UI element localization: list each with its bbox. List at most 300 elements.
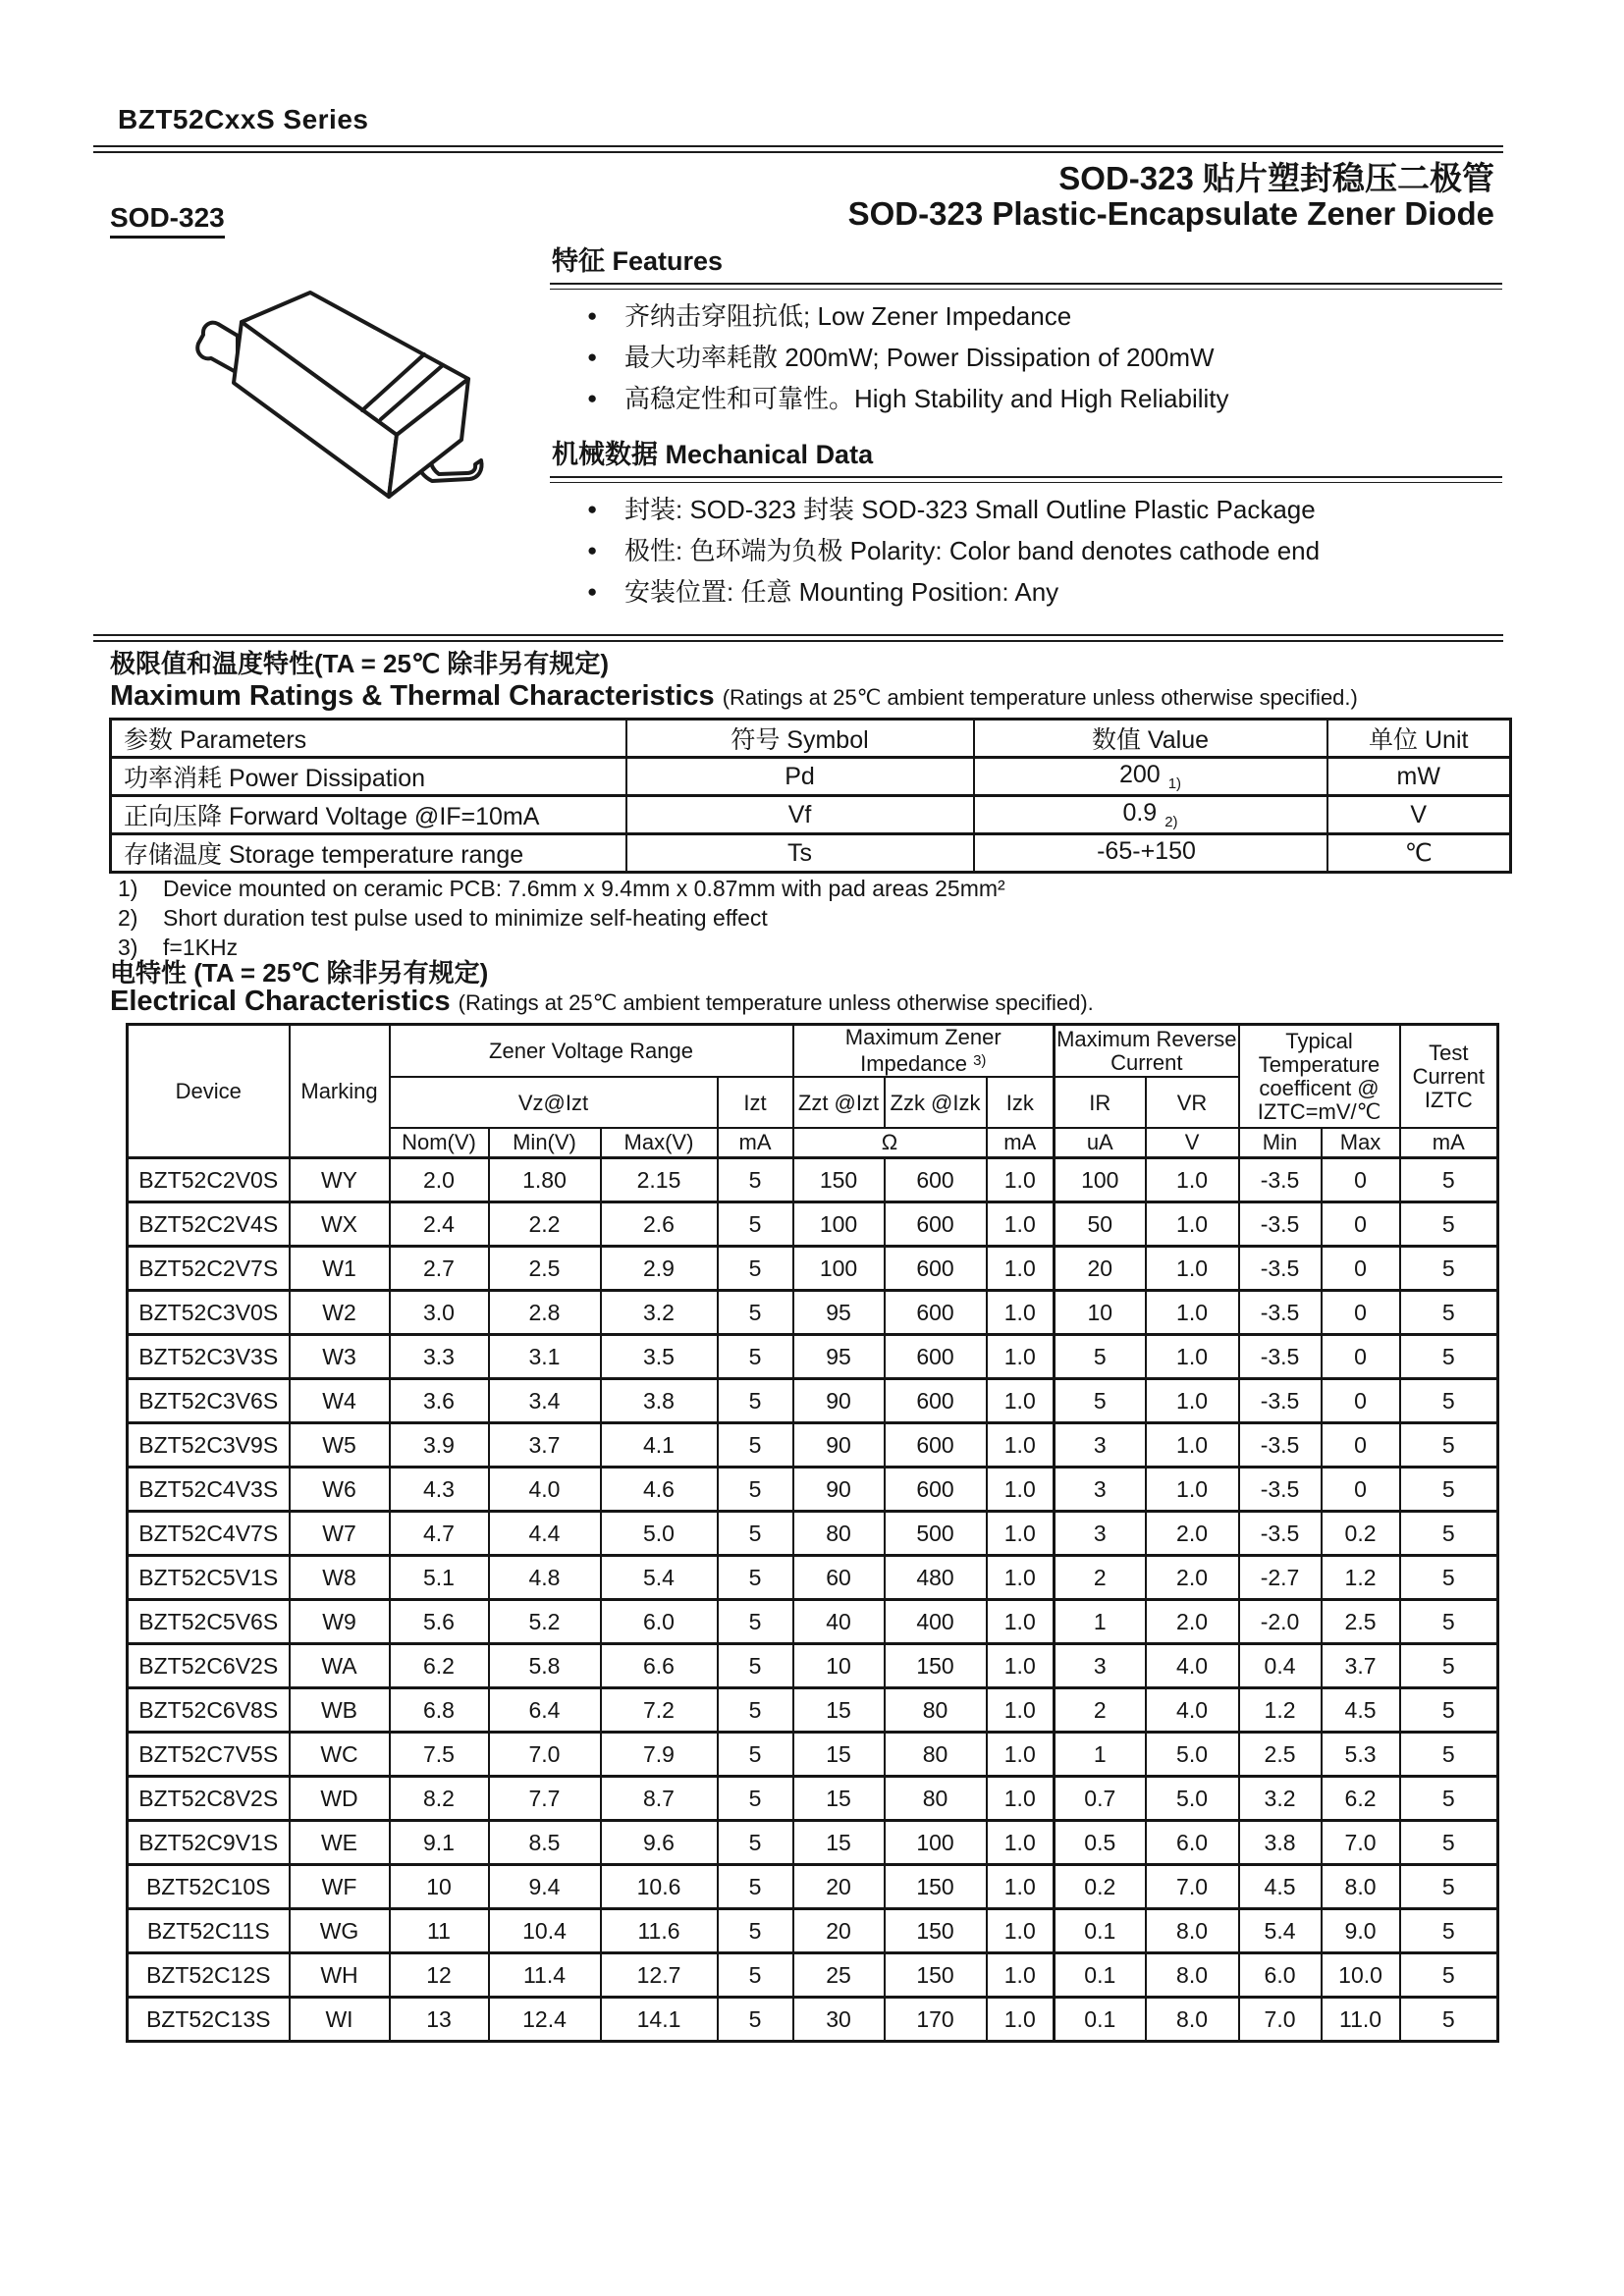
- table-row: [128, 1688, 1498, 1733]
- bullet-icon: ●: [587, 347, 598, 366]
- cell: 5: [718, 1998, 793, 2042]
- electrical-title-note: (Ratings at 25℃ ambient temperature unless otherwise specified).: [458, 990, 1094, 1015]
- cell: 3: [1055, 1468, 1146, 1512]
- cell: 5: [718, 1202, 793, 1247]
- cell: WG: [290, 1909, 390, 1953]
- cell: 11: [390, 1909, 489, 1953]
- device-cell: BZT52C11S: [128, 1909, 290, 1953]
- cell: 60: [793, 1556, 885, 1600]
- device-cell: BZT52C2V0S: [128, 1158, 290, 1202]
- cell: 4.0: [1146, 1688, 1239, 1733]
- table-row: [128, 1909, 1498, 1953]
- cell: 8.0: [1146, 1998, 1239, 2042]
- col-header-marking: Marking: [290, 1025, 390, 1158]
- cell: 5.0: [1146, 1777, 1239, 1821]
- mechanical-item: [587, 489, 1502, 530]
- symbol-cell: Pd: [626, 758, 974, 796]
- cell: 5.0: [601, 1512, 718, 1556]
- unit-cell: mW: [1327, 758, 1511, 796]
- col-header-zener-voltage-range: Zener Voltage Range: [390, 1025, 793, 1078]
- cell: 1.0: [987, 1600, 1055, 1644]
- cell: 2.0: [1146, 1600, 1239, 1644]
- cell: 13: [390, 1998, 489, 2042]
- cell: 12.7: [601, 1953, 718, 1998]
- footnote-text: Short duration test pulse used to minimize self-heating effect: [163, 905, 768, 931]
- cell: 90: [793, 1379, 885, 1423]
- cell: 12.4: [489, 1998, 601, 2042]
- cell: 11.4: [489, 1953, 601, 1998]
- cell: 2.5: [489, 1247, 601, 1291]
- bullet-icon: ●: [587, 306, 598, 325]
- product-title-en: SOD-323 Plastic-Encapsulate Zener Diode: [847, 195, 1494, 232]
- cell: 5: [718, 1158, 793, 1202]
- cell: 0: [1322, 1335, 1400, 1379]
- cell: 1.0: [987, 1998, 1055, 2042]
- cell: 7.9: [601, 1733, 718, 1777]
- cell: 5.6: [390, 1600, 489, 1644]
- cell: 11.0: [1322, 1998, 1400, 2042]
- cell: 0: [1322, 1379, 1400, 1423]
- table-row: [128, 1379, 1498, 1423]
- cell: 8.5: [489, 1821, 601, 1865]
- table-header-row: [128, 1025, 1498, 1078]
- cell: 5: [718, 1379, 793, 1423]
- cell: WD: [290, 1777, 390, 1821]
- unit-izt-ma: mA: [718, 1128, 793, 1158]
- cell: 4.8: [489, 1556, 601, 1600]
- value-cell: [974, 796, 1327, 834]
- table-row: [128, 1468, 1498, 1512]
- mechanical-item: [587, 571, 1502, 613]
- cell: 1.2: [1239, 1688, 1322, 1733]
- cell: 6.0: [601, 1600, 718, 1644]
- unit-cell: ℃: [1327, 834, 1511, 873]
- electrical-title-cn: 电特性 (TA = 25℃ 除非另有规定): [110, 958, 489, 988]
- cell: 1.0: [987, 1512, 1055, 1556]
- mechanical-heading: 机械数据 Mechanical Data: [552, 440, 874, 469]
- cell: 1.0: [987, 1158, 1055, 1202]
- cell: 600: [885, 1335, 987, 1379]
- cell: 3: [1055, 1512, 1146, 1556]
- cell: 5: [1400, 1998, 1498, 2042]
- cell: 1.0: [987, 1556, 1055, 1600]
- cell: W4: [290, 1379, 390, 1423]
- cell: 5: [1400, 1688, 1498, 1733]
- mechanical-text: 极性: 色环端为负极 Polarity: Color band denotes cathode end: [624, 536, 1321, 565]
- value-text: 200: [1118, 761, 1161, 788]
- cell: 5: [718, 1644, 793, 1688]
- table-row: [128, 1158, 1498, 1202]
- cell: 5: [1400, 1909, 1498, 1953]
- cell: 5: [1400, 1644, 1498, 1688]
- cell: 7.5: [390, 1733, 489, 1777]
- cell: -3.5: [1239, 1158, 1322, 1202]
- cell: 100: [885, 1821, 987, 1865]
- table-row: [128, 1998, 1498, 2042]
- unit-iztc-ma: mA: [1400, 1128, 1498, 1158]
- cell: 1.0: [987, 1335, 1055, 1379]
- parameter-cell: 存储温度 Storage temperature range: [111, 834, 626, 873]
- cell: 6.6: [601, 1644, 718, 1688]
- cell: 480: [885, 1556, 987, 1600]
- cell: 2.5: [1322, 1600, 1400, 1644]
- cell: 20: [793, 1865, 885, 1909]
- max-ratings-table: [109, 718, 1512, 874]
- cell: 100: [793, 1247, 885, 1291]
- cell: 50: [1055, 1202, 1146, 1247]
- cell: 150: [885, 1865, 987, 1909]
- cell: 2.7: [390, 1247, 489, 1291]
- cell: 0.1: [1055, 1953, 1146, 1998]
- cell: 9.4: [489, 1865, 601, 1909]
- cell: 2.9: [601, 1247, 718, 1291]
- cell: 5: [1400, 1821, 1498, 1865]
- device-cell: BZT52C3V0S: [128, 1291, 290, 1335]
- cell: 5: [1400, 1556, 1498, 1600]
- feature-item: [587, 378, 1502, 419]
- lead-left: [197, 323, 238, 373]
- cell: 8.7: [601, 1777, 718, 1821]
- device-cell: BZT52C2V4S: [128, 1202, 290, 1247]
- footnote-text: Device mounted on ceramic PCB: 7.6mm x 9.4mm x 0.87mm with pad areas 25mm²: [163, 876, 1005, 901]
- device-cell: BZT52C7V5S: [128, 1733, 290, 1777]
- cell: WH: [290, 1953, 390, 1998]
- cell: 3.2: [1239, 1777, 1322, 1821]
- cell: 4.0: [1146, 1644, 1239, 1688]
- cell: 80: [885, 1688, 987, 1733]
- cell: 5: [1400, 1379, 1498, 1423]
- footnote-label: 3): [118, 934, 138, 960]
- table-row: [128, 1821, 1498, 1865]
- value-footnote: 2): [1164, 814, 1178, 830]
- cell: 5.3: [1322, 1733, 1400, 1777]
- cell: 7.0: [1322, 1821, 1400, 1865]
- unit-tc-min: Min: [1239, 1128, 1322, 1158]
- cell: 5: [718, 1512, 793, 1556]
- unit-max: Max(V): [601, 1128, 718, 1158]
- cell: 5.0: [1146, 1733, 1239, 1777]
- cell: 5: [1055, 1379, 1146, 1423]
- cell: 2.5: [1239, 1733, 1322, 1777]
- cell: 1.0: [987, 1865, 1055, 1909]
- col-header-izk: Izk: [987, 1077, 1055, 1128]
- cell: 0.1: [1055, 1998, 1146, 2042]
- cell: W5: [290, 1423, 390, 1468]
- cell: 5: [1400, 1423, 1498, 1468]
- table-row: [128, 1777, 1498, 1821]
- cell: 6.2: [390, 1644, 489, 1688]
- cell: 4.0: [489, 1468, 601, 1512]
- cell: 5: [718, 1865, 793, 1909]
- cell: 1.0: [987, 1953, 1055, 1998]
- col-header-device: Device: [128, 1025, 290, 1158]
- cell: 2.0: [1146, 1512, 1239, 1556]
- device-cell: BZT52C6V2S: [128, 1644, 290, 1688]
- cell: 2.6: [601, 1202, 718, 1247]
- cell: W2: [290, 1291, 390, 1335]
- device-cell: BZT52C5V1S: [128, 1556, 290, 1600]
- device-cell: BZT52C2V7S: [128, 1247, 290, 1291]
- cell: 5: [718, 1423, 793, 1468]
- cell: 600: [885, 1468, 987, 1512]
- cell: 150: [793, 1158, 885, 1202]
- device-cell: BZT52C4V7S: [128, 1512, 290, 1556]
- bullet-icon: ●: [587, 541, 598, 560]
- device-cell: BZT52C5V6S: [128, 1600, 290, 1644]
- cell: 0: [1322, 1158, 1400, 1202]
- col-header-test-current: Test Current IZTC: [1400, 1025, 1498, 1129]
- cell: 6.0: [1239, 1953, 1322, 1998]
- mechanical-item: [587, 530, 1502, 571]
- value-footnote: 1): [1167, 775, 1182, 792]
- cell: 4.5: [1322, 1688, 1400, 1733]
- cell: 3.0: [390, 1291, 489, 1335]
- cell: 4.1: [601, 1423, 718, 1468]
- cell: 1.0: [1146, 1335, 1239, 1379]
- cell: -3.5: [1239, 1247, 1322, 1291]
- cell: 600: [885, 1202, 987, 1247]
- cell: 4.3: [390, 1468, 489, 1512]
- cell: 1.0: [1146, 1202, 1239, 1247]
- cell: 170: [885, 1998, 987, 2042]
- cell: 600: [885, 1247, 987, 1291]
- unit-ua: uA: [1055, 1128, 1146, 1158]
- cell: WI: [290, 1998, 390, 2042]
- cell: -2.7: [1239, 1556, 1322, 1600]
- cell: 10.4: [489, 1909, 601, 1953]
- cell: 1.2: [1322, 1556, 1400, 1600]
- device-cell: BZT52C3V3S: [128, 1335, 290, 1379]
- cell: -3.5: [1239, 1423, 1322, 1468]
- cell: 2.0: [390, 1158, 489, 1202]
- cell: 0.7: [1055, 1777, 1146, 1821]
- table-row: [128, 1556, 1498, 1600]
- electrical-table-body: [128, 1158, 1498, 2042]
- cell: 7.0: [489, 1733, 601, 1777]
- table-row: [128, 1335, 1498, 1379]
- cell: 0: [1322, 1423, 1400, 1468]
- unit-nom: Nom(V): [390, 1128, 489, 1158]
- cell: 400: [885, 1600, 987, 1644]
- footnote-line: [118, 874, 1394, 903]
- cell: 4.6: [601, 1468, 718, 1512]
- mechanical-text: 封装: SOD-323 封装 SOD-323 Small Outline Plastic Package: [624, 495, 1316, 524]
- unit-v: V: [1146, 1128, 1239, 1158]
- device-cell: BZT52C8V2S: [128, 1777, 290, 1821]
- cell: 6.2: [1322, 1777, 1400, 1821]
- cell: 5: [1400, 1953, 1498, 1998]
- cell: 5: [1400, 1247, 1498, 1291]
- cell: 600: [885, 1291, 987, 1335]
- cell: 2.15: [601, 1158, 718, 1202]
- package-drawing-sod323: [135, 263, 528, 567]
- table-row: [128, 1733, 1498, 1777]
- value-text: -65-+150: [1097, 837, 1196, 865]
- cell: W8: [290, 1556, 390, 1600]
- symbol-cell: Ts: [626, 834, 974, 873]
- cell: WX: [290, 1202, 390, 1247]
- feature-item: [587, 295, 1502, 337]
- cell: 1.0: [987, 1733, 1055, 1777]
- cell: 3.3: [390, 1335, 489, 1379]
- cell: WE: [290, 1821, 390, 1865]
- cell: 3.6: [390, 1379, 489, 1423]
- cell: 500: [885, 1512, 987, 1556]
- cell: 1.0: [1146, 1423, 1239, 1468]
- cell: W9: [290, 1600, 390, 1644]
- cell: 5.8: [489, 1644, 601, 1688]
- col-header-izt: Izt: [718, 1077, 793, 1128]
- cell: 2.0: [1146, 1556, 1239, 1600]
- col-header-zzt: Zzt @Izt: [793, 1077, 885, 1128]
- value-cell: [974, 834, 1327, 873]
- cell: -3.5: [1239, 1512, 1322, 1556]
- cell: 1.0: [1146, 1291, 1239, 1335]
- electrical-title-en: [110, 986, 1094, 1018]
- cell: 3.8: [1239, 1821, 1322, 1865]
- unit-cell: V: [1327, 796, 1511, 834]
- features-heading: 特征 Features: [552, 246, 724, 276]
- cell: 0.4: [1239, 1644, 1322, 1688]
- max-impedance-text: Maximum Zener Impedance: [844, 1025, 1001, 1076]
- cell: 1: [1055, 1600, 1146, 1644]
- max-ratings-title-text: Maximum Ratings & Thermal Characteristics: [110, 680, 715, 712]
- cell: 100: [793, 1202, 885, 1247]
- cell: 80: [885, 1777, 987, 1821]
- cell: 4.4: [489, 1512, 601, 1556]
- cell: 15: [793, 1688, 885, 1733]
- cell: 5: [1400, 1512, 1498, 1556]
- cell: 5: [718, 1688, 793, 1733]
- unit-izk-ma: mA: [987, 1128, 1055, 1158]
- table-header-row: [111, 720, 1511, 758]
- section-divider: [93, 634, 1503, 642]
- package-label: SOD-323: [110, 202, 225, 239]
- table-row: [128, 1202, 1498, 1247]
- col-header-parameters: 参数 Parameters: [111, 720, 626, 758]
- cell: -3.5: [1239, 1202, 1322, 1247]
- device-cell: BZT52C13S: [128, 1998, 290, 2042]
- cell: -2.0: [1239, 1600, 1322, 1644]
- table-row: [128, 1512, 1498, 1556]
- page-title: BZT52CxxS Series: [118, 104, 369, 134]
- cell: 5: [1400, 1202, 1498, 1247]
- col-header-vz: Vz@Izt: [390, 1077, 718, 1128]
- table-row: [128, 1644, 1498, 1688]
- cell: 5: [718, 1600, 793, 1644]
- cell: 5: [1055, 1335, 1146, 1379]
- cell: 7.7: [489, 1777, 601, 1821]
- cell: 5: [718, 1953, 793, 1998]
- max-ratings-title-cn: 极限值和温度特性(TA = 25℃ 除非另有规定): [110, 649, 610, 678]
- cell: 600: [885, 1379, 987, 1423]
- cell: 1.0: [1146, 1247, 1239, 1291]
- cell: 1: [1055, 1733, 1146, 1777]
- feature-text: 高稳定性和可靠性。High Stability and High Reliability: [624, 384, 1229, 413]
- cell: 1.0: [987, 1909, 1055, 1953]
- footnotes: [118, 874, 1394, 962]
- cell: 95: [793, 1291, 885, 1335]
- cell: 14.1: [601, 1998, 718, 2042]
- col-header-ir: IR: [1055, 1077, 1146, 1128]
- mechanical-text: 安装位置: 任意 Mounting Position: Any: [624, 577, 1059, 607]
- cell: WB: [290, 1688, 390, 1733]
- product-title-cn: SOD-323 贴片塑封稳压二极管: [1058, 160, 1494, 196]
- col-header-symbol: 符号 Symbol: [626, 720, 974, 758]
- cell: 90: [793, 1468, 885, 1512]
- cell: 11.6: [601, 1909, 718, 1953]
- cell: 0: [1322, 1291, 1400, 1335]
- cell: 2: [1055, 1688, 1146, 1733]
- table-row: [111, 758, 1511, 796]
- cell: 8.2: [390, 1777, 489, 1821]
- cell: 8.0: [1146, 1909, 1239, 1953]
- cell: 12: [390, 1953, 489, 1998]
- cell: -3.5: [1239, 1379, 1322, 1423]
- cell: 80: [793, 1512, 885, 1556]
- cell: 5: [1400, 1600, 1498, 1644]
- cell: 100: [1055, 1158, 1146, 1202]
- cell: 9.0: [1322, 1909, 1400, 1953]
- cell: 7.2: [601, 1688, 718, 1733]
- cell: 15: [793, 1733, 885, 1777]
- cell: 10: [1055, 1291, 1146, 1335]
- cell: 10: [793, 1644, 885, 1688]
- cell: 5: [718, 1291, 793, 1335]
- cell: 3.2: [601, 1291, 718, 1335]
- feature-text: 齐纳击穿阻抗低; Low Zener Impedance: [624, 301, 1072, 331]
- col-header-value: 数值 Value: [974, 720, 1327, 758]
- cell: 5: [718, 1335, 793, 1379]
- cell: 5: [718, 1821, 793, 1865]
- cell: 80: [885, 1733, 987, 1777]
- cell: 1.0: [987, 1423, 1055, 1468]
- cell: 6.0: [1146, 1821, 1239, 1865]
- table-row: [128, 1247, 1498, 1291]
- cell: 9.6: [601, 1821, 718, 1865]
- cell: 7.0: [1146, 1865, 1239, 1909]
- cell: 3.8: [601, 1379, 718, 1423]
- col-header-vr: VR: [1146, 1077, 1239, 1128]
- cell: 0: [1322, 1468, 1400, 1512]
- cell: 1.0: [1146, 1158, 1239, 1202]
- cell: 5.4: [601, 1556, 718, 1600]
- cell: 2.8: [489, 1291, 601, 1335]
- cell: 4.7: [390, 1512, 489, 1556]
- bullet-icon: ●: [587, 389, 598, 407]
- cell: W7: [290, 1512, 390, 1556]
- cell: 2.4: [390, 1202, 489, 1247]
- device-cell: BZT52C3V6S: [128, 1379, 290, 1423]
- cell: 15: [793, 1777, 885, 1821]
- cell: 5.1: [390, 1556, 489, 1600]
- cell: 5.4: [1239, 1909, 1322, 1953]
- cell: W6: [290, 1468, 390, 1512]
- cell: 150: [885, 1644, 987, 1688]
- cell: 150: [885, 1953, 987, 1998]
- cell: 3.9: [390, 1423, 489, 1468]
- table-row: [128, 1600, 1498, 1644]
- unit-ohm: Ω: [793, 1128, 987, 1158]
- cell: 95: [793, 1335, 885, 1379]
- cell: 1.0: [1146, 1379, 1239, 1423]
- col-header-max-reverse-current: Maximum Reverse Current: [1055, 1025, 1239, 1078]
- max-ratings-title-en: [110, 680, 1358, 713]
- col-header-max-zener-impedance: [793, 1025, 1055, 1078]
- cell: WA: [290, 1644, 390, 1688]
- cell: 3: [1055, 1644, 1146, 1688]
- features-divider: [550, 283, 1502, 290]
